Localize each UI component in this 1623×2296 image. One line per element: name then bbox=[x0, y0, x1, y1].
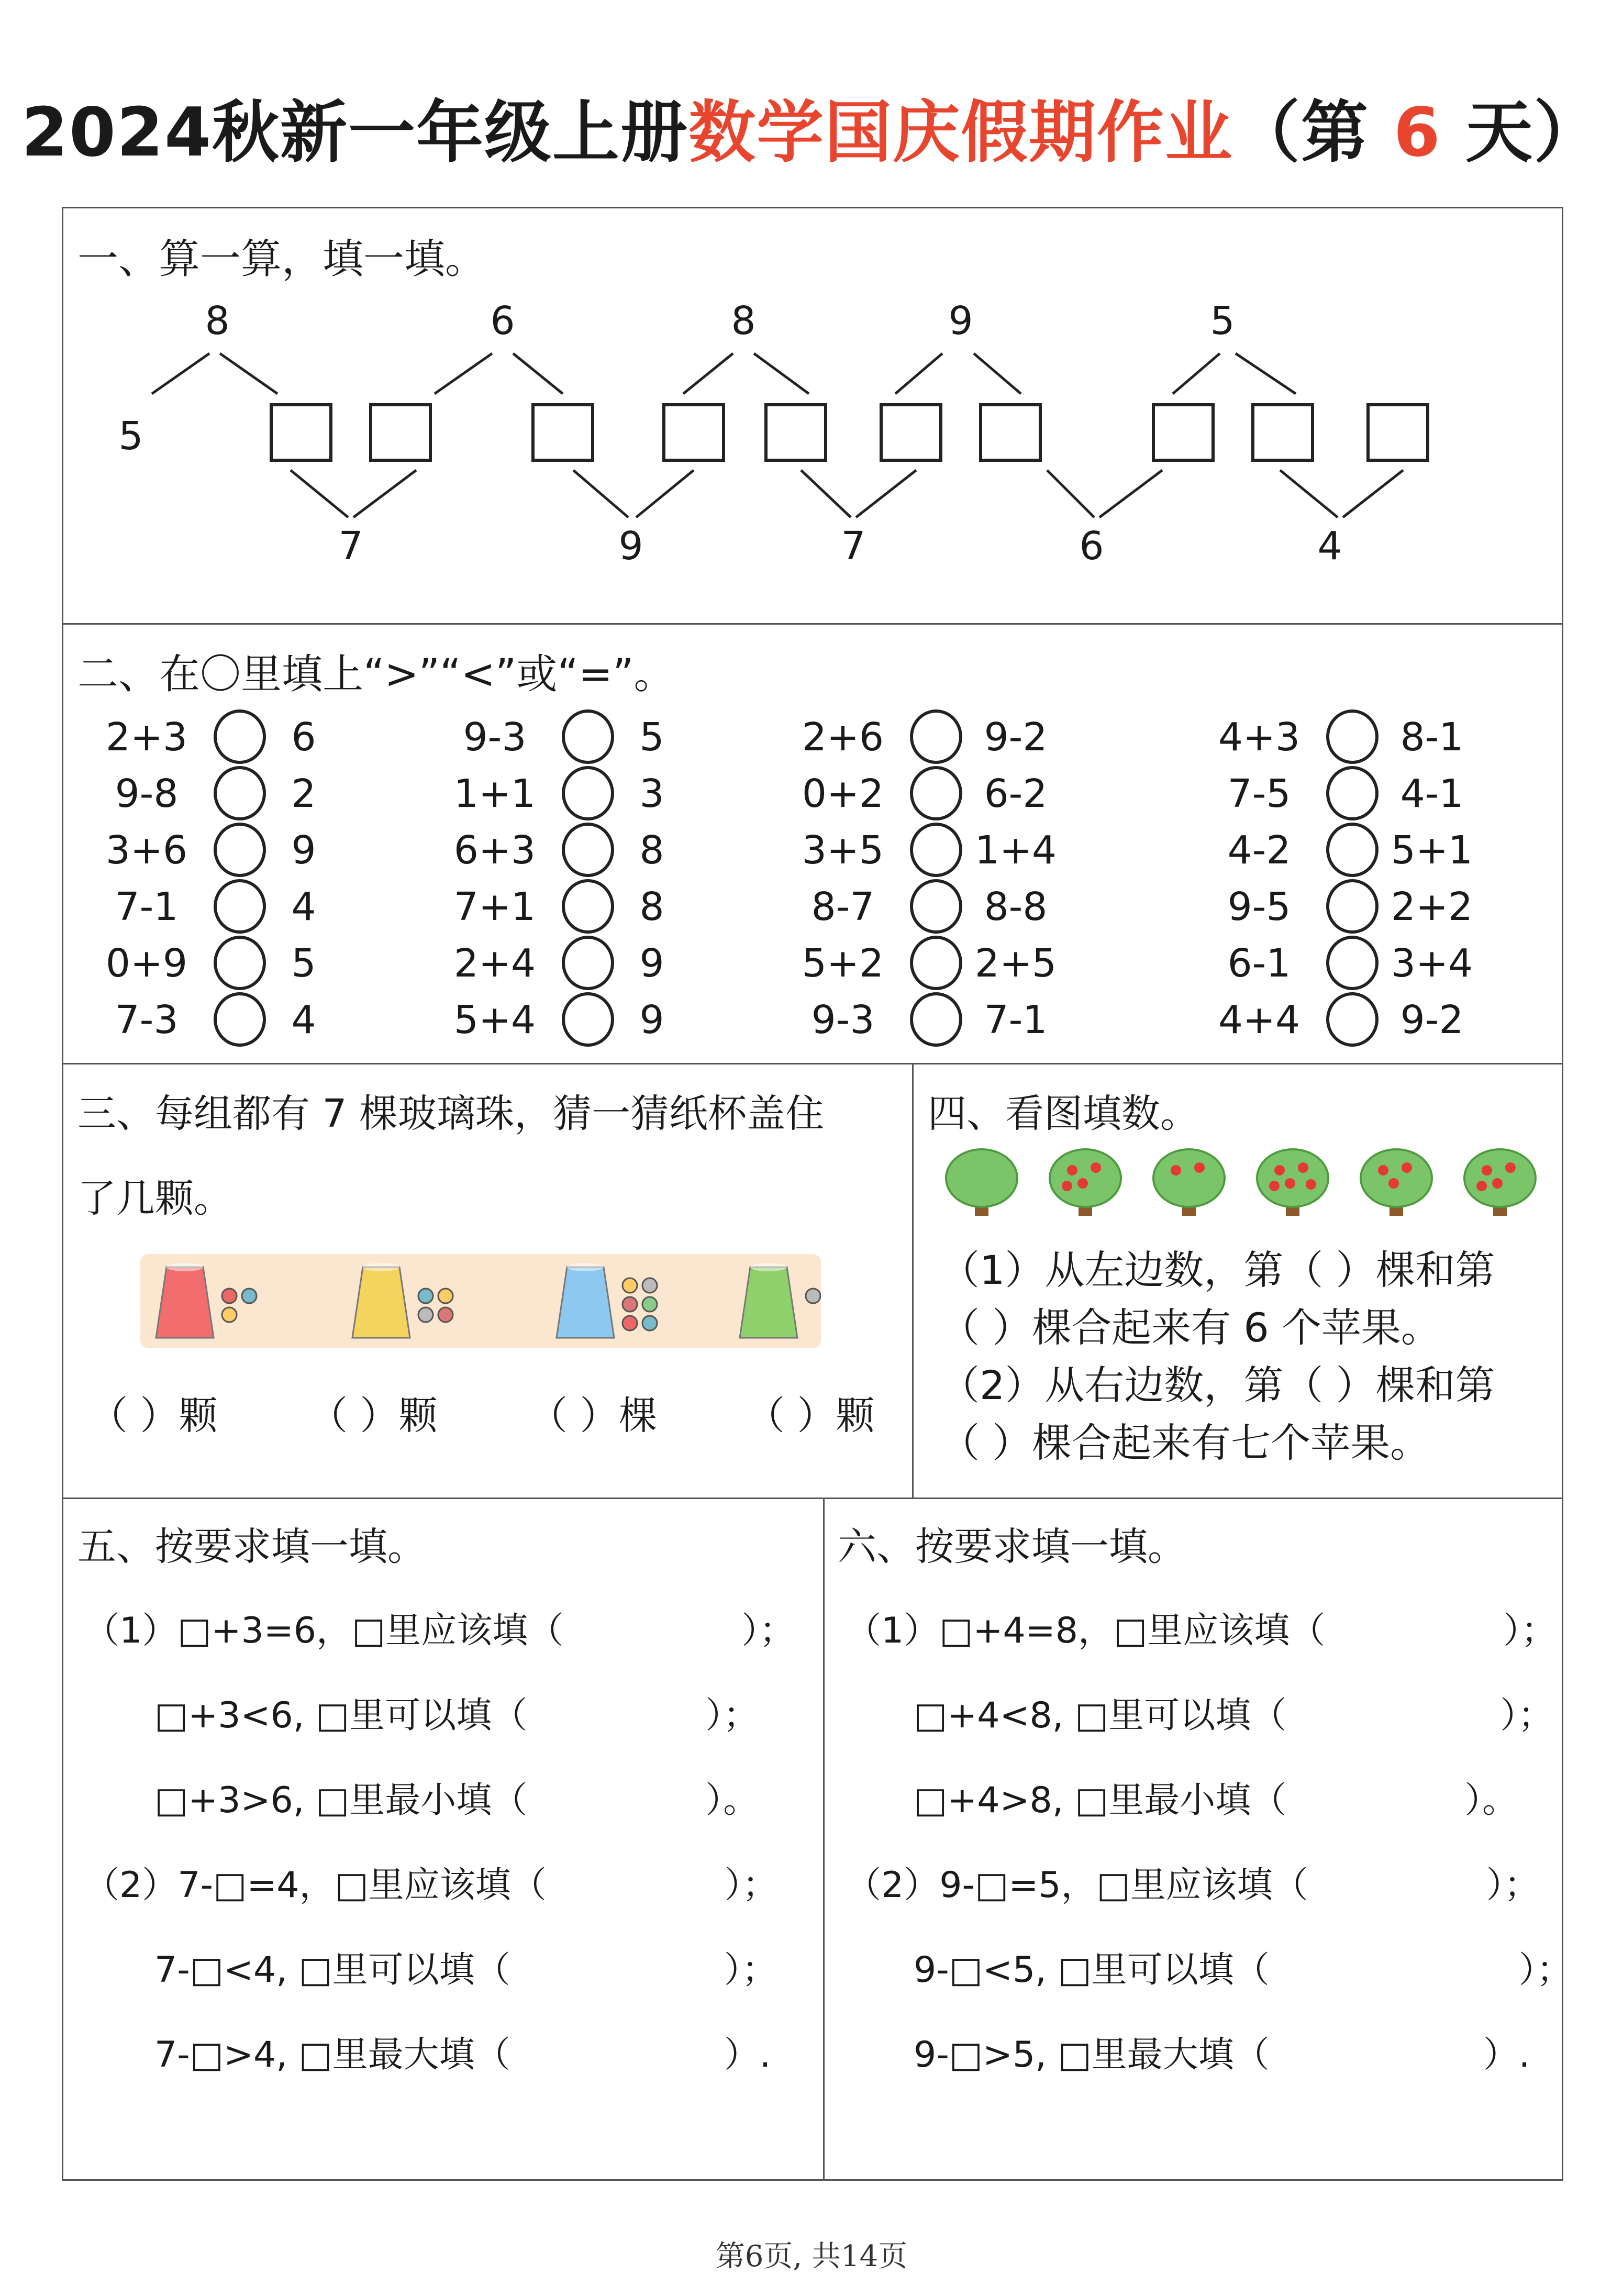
left-expression: 7-1 bbox=[115, 884, 179, 929]
section5-line: 7-□<4, □里可以填（ ）； bbox=[154, 1949, 777, 1991]
left-expression: 0+9 bbox=[105, 941, 188, 986]
section4-line: （1）从左边数，第（ ）棵和第 bbox=[940, 1247, 1495, 1293]
left-expression: 7+1 bbox=[453, 884, 536, 929]
apple-icon bbox=[1378, 1165, 1388, 1175]
compare-circle[interactable] bbox=[1326, 766, 1379, 820]
answer-box[interactable] bbox=[531, 403, 594, 462]
left-expression: 4-2 bbox=[1227, 828, 1291, 873]
apple-icon bbox=[1306, 1179, 1316, 1190]
compare-circle[interactable] bbox=[214, 766, 266, 820]
left-expression: 2+4 bbox=[453, 941, 536, 986]
left-expression: 6+3 bbox=[453, 828, 536, 873]
answer-blank[interactable]: （ ）颗 bbox=[309, 1393, 438, 1438]
compare-circle[interactable] bbox=[214, 879, 266, 934]
answer-blank[interactable]: （ ）颗 bbox=[746, 1393, 875, 1438]
section4-line: （ ）棵合起来有 6 个苹果。 bbox=[940, 1304, 1441, 1351]
right-expression: 2+5 bbox=[974, 941, 1057, 986]
comparison-row bbox=[791, 879, 1084, 936]
section6-line: （1）□+4=8，□里应该填（ ）； bbox=[846, 1610, 1557, 1651]
bead-icon bbox=[642, 1316, 657, 1330]
left-expression: 9-8 bbox=[115, 771, 179, 816]
divider-3 bbox=[62, 1498, 1563, 1499]
section5-line: □+3<6, □里可以填（ ）； bbox=[154, 1695, 759, 1736]
comparison-row bbox=[791, 936, 1084, 992]
decomposition-lines bbox=[0, 0, 1623, 623]
compare-circle[interactable] bbox=[910, 709, 962, 764]
section6-line: □+4>8, □里最小填（ ）。 bbox=[914, 1780, 1518, 1821]
bead-icon bbox=[622, 1297, 637, 1312]
comparison-row bbox=[442, 879, 736, 936]
compare-circle[interactable] bbox=[910, 823, 962, 877]
divider-v2 bbox=[823, 1498, 825, 2181]
apple-icon bbox=[1091, 1162, 1101, 1173]
right-expression: 9 bbox=[291, 828, 316, 873]
cups-illustration bbox=[140, 1254, 821, 1348]
right-expression: 6-2 bbox=[984, 771, 1048, 816]
section6-line: 9-□<5, □里可以填（ ）； bbox=[914, 1949, 1572, 1991]
section6-line: （2）9-□=5，□里应该填（ ）； bbox=[846, 1865, 1540, 1906]
comparison-row bbox=[1207, 766, 1500, 823]
section6-line: □+4<8, □里可以填（ ）； bbox=[914, 1695, 1554, 1736]
answer-blank[interactable]: （ ）颗 bbox=[89, 1393, 218, 1438]
comparison-row bbox=[1207, 992, 1500, 1049]
compare-circle[interactable] bbox=[1326, 823, 1379, 877]
title-black: 2024秋新一年级上册 bbox=[21, 94, 689, 172]
apple-icon bbox=[1194, 1162, 1205, 1173]
apple-tree-icon bbox=[1046, 1141, 1125, 1220]
compare-circle[interactable] bbox=[1326, 936, 1379, 990]
right-expression: 5 bbox=[639, 715, 664, 760]
answer-blank[interactable]: （ ）棵 bbox=[529, 1393, 658, 1438]
right-expression: 8 bbox=[639, 884, 664, 929]
comparison-row bbox=[791, 992, 1084, 1049]
bead-icon bbox=[438, 1307, 453, 1322]
comparison-row bbox=[94, 879, 387, 936]
bead-icon bbox=[222, 1307, 237, 1322]
compare-circle[interactable] bbox=[1326, 992, 1379, 1047]
divider-1 bbox=[62, 623, 1563, 625]
apple-icon bbox=[1067, 1165, 1077, 1175]
bead-icon bbox=[642, 1278, 657, 1293]
section4-line: （ ）棵合起来有七个苹果。 bbox=[940, 1419, 1430, 1466]
cup-icon bbox=[352, 1263, 453, 1338]
answer-box[interactable] bbox=[1152, 403, 1215, 462]
left-expression: 9-3 bbox=[811, 997, 875, 1042]
compare-circle[interactable] bbox=[562, 766, 614, 820]
compare-circle[interactable] bbox=[214, 936, 266, 990]
bead-icon bbox=[806, 1289, 820, 1303]
right-expression: 3 bbox=[639, 771, 664, 816]
left-expression: 5+2 bbox=[802, 941, 884, 986]
left-expression: 3+5 bbox=[802, 828, 884, 873]
answer-box[interactable] bbox=[369, 403, 432, 462]
bead-icon bbox=[418, 1307, 433, 1322]
cup-icon bbox=[557, 1263, 657, 1338]
compare-circle[interactable] bbox=[214, 992, 266, 1047]
title-red: 数学国庆假期作业 bbox=[688, 94, 1233, 172]
apple-icon bbox=[1402, 1162, 1412, 1173]
right-expression: 3+4 bbox=[1391, 941, 1473, 986]
comparison-row bbox=[442, 823, 736, 879]
comparison-row bbox=[791, 823, 1084, 879]
compare-circle[interactable] bbox=[1326, 709, 1379, 764]
left-expression: 7-5 bbox=[1227, 771, 1291, 816]
apple-icon bbox=[1476, 1181, 1487, 1191]
answer-box[interactable] bbox=[979, 403, 1042, 462]
right-expression: 8 bbox=[639, 828, 664, 873]
left-expression: 1+1 bbox=[453, 771, 536, 816]
compare-circle[interactable] bbox=[562, 823, 614, 877]
comparison-row bbox=[94, 992, 387, 1049]
bead-icon bbox=[622, 1316, 637, 1330]
right-expression: 7-1 bbox=[984, 997, 1048, 1042]
compare-circle[interactable] bbox=[1326, 879, 1379, 934]
bottom-number: 7 bbox=[841, 524, 866, 569]
compare-circle[interactable] bbox=[214, 709, 266, 764]
apple-tree-icon bbox=[1461, 1141, 1539, 1220]
top-number: 5 bbox=[1210, 298, 1235, 343]
section5-line: 7-□>4, □里最大填（ ）. bbox=[154, 2034, 771, 2076]
section5-title: 五、按要求填一填。 bbox=[77, 1524, 426, 1569]
cup-icon bbox=[740, 1263, 821, 1338]
top-number: 6 bbox=[490, 298, 515, 343]
title-paren-open: （第 bbox=[1233, 94, 1394, 172]
apple-icon bbox=[1077, 1178, 1088, 1189]
bottom-number: 6 bbox=[1079, 524, 1104, 569]
section4-line: （2）从右边数，第（ ）棵和第 bbox=[940, 1362, 1495, 1408]
apple-tree-icon bbox=[1357, 1141, 1436, 1220]
bead-icon bbox=[622, 1278, 637, 1293]
apple-icon bbox=[1492, 1178, 1503, 1189]
compare-circle[interactable] bbox=[562, 992, 614, 1047]
bottom-number: 4 bbox=[1317, 524, 1342, 569]
right-expression: 4-1 bbox=[1400, 771, 1464, 816]
answer-box[interactable] bbox=[1251, 403, 1314, 462]
comparison-row bbox=[791, 709, 1084, 766]
cup-icon bbox=[156, 1263, 257, 1338]
right-expression: 9 bbox=[639, 997, 664, 1042]
section5-line: □+3>6, □里最小填（ ）。 bbox=[154, 1780, 759, 1821]
right-expression: 5+1 bbox=[1391, 828, 1473, 873]
answer-box[interactable] bbox=[662, 403, 725, 462]
answer-box[interactable] bbox=[270, 403, 332, 462]
divider-2 bbox=[62, 1063, 1563, 1064]
comparison-row bbox=[1207, 709, 1500, 766]
bead-icon bbox=[222, 1289, 237, 1303]
left-number: 5 bbox=[118, 414, 143, 459]
comparison-row bbox=[94, 823, 387, 879]
section3-title-line1: 三、每组都有 7 棵玻璃珠，猜一猜纸杯盖住 bbox=[77, 1091, 825, 1136]
apple-tree-icon bbox=[1150, 1141, 1228, 1220]
right-expression: 9 bbox=[639, 941, 664, 986]
right-expression: 9-2 bbox=[1400, 997, 1464, 1042]
left-expression: 9-3 bbox=[463, 715, 527, 760]
left-expression: 4+3 bbox=[1218, 715, 1300, 760]
right-expression: 2 bbox=[291, 771, 316, 816]
right-expression: 8-8 bbox=[984, 884, 1048, 929]
section4-title: 四、看图填数。 bbox=[928, 1091, 1199, 1136]
right-expression: 4 bbox=[291, 997, 316, 1042]
compare-circle[interactable] bbox=[562, 936, 614, 990]
comparison-row bbox=[442, 992, 736, 1049]
compare-circle[interactable] bbox=[562, 879, 614, 934]
comparison-row bbox=[791, 766, 1084, 823]
left-expression: 2+3 bbox=[105, 715, 188, 760]
title-paren-close: 天） bbox=[1441, 94, 1602, 172]
right-expression: 2+2 bbox=[1391, 884, 1473, 929]
section1-title: 一、算一算，填一填。 bbox=[77, 236, 486, 283]
comparison-row bbox=[94, 936, 387, 992]
answer-box[interactable] bbox=[1366, 403, 1429, 462]
left-expression: 8-7 bbox=[811, 884, 875, 929]
section2-title: 二、在〇里填上“>”“<”或“=”。 bbox=[77, 651, 675, 698]
apple-icon bbox=[1482, 1165, 1492, 1175]
section5-line: （1）□+3=6，□里应该填（ ）； bbox=[84, 1610, 795, 1651]
left-expression: 5+4 bbox=[453, 997, 536, 1042]
compare-circle[interactable] bbox=[910, 766, 962, 820]
divider-v1 bbox=[912, 1063, 914, 1498]
apple-icon bbox=[1269, 1181, 1280, 1191]
compare-circle[interactable] bbox=[910, 992, 962, 1047]
section5-line: （2）7-□=4，□里应该填（ ）； bbox=[84, 1865, 778, 1906]
left-expression: 6-1 bbox=[1227, 941, 1291, 986]
bead-icon bbox=[242, 1289, 257, 1303]
left-expression: 0+2 bbox=[802, 771, 884, 816]
comparison-row bbox=[442, 936, 736, 992]
top-number: 8 bbox=[205, 298, 230, 343]
comparison-row bbox=[94, 709, 387, 766]
compare-circle[interactable] bbox=[910, 936, 962, 990]
right-expression: 4 bbox=[291, 884, 316, 929]
section6-title: 六、按要求填一填。 bbox=[838, 1524, 1186, 1569]
comparison-row bbox=[1207, 936, 1500, 992]
answer-box[interactable] bbox=[764, 403, 827, 462]
apple-icon bbox=[1388, 1178, 1399, 1189]
bead-icon bbox=[438, 1289, 453, 1303]
compare-circle[interactable] bbox=[214, 823, 266, 877]
apple-icon bbox=[1298, 1162, 1308, 1173]
title-day: 6 bbox=[1393, 94, 1441, 172]
left-expression: 4+4 bbox=[1218, 997, 1300, 1042]
compare-circle[interactable] bbox=[910, 879, 962, 934]
comparison-row bbox=[442, 709, 736, 766]
apple-icon bbox=[1171, 1165, 1181, 1175]
page-footer: 第6页, 共14页 bbox=[715, 2239, 908, 2273]
bead-icon bbox=[418, 1289, 433, 1303]
apple-tree-icon bbox=[942, 1141, 1021, 1220]
left-expression: 3+6 bbox=[105, 828, 188, 873]
comparison-row bbox=[1207, 879, 1500, 936]
comparison-row bbox=[94, 766, 387, 823]
comparison-row bbox=[442, 766, 736, 823]
bead-icon bbox=[642, 1297, 657, 1312]
right-expression: 6 bbox=[291, 715, 316, 760]
right-expression: 8-1 bbox=[1400, 715, 1464, 760]
comparison-row bbox=[1207, 823, 1500, 879]
apple-icon bbox=[1505, 1162, 1516, 1173]
left-expression: 2+6 bbox=[802, 715, 884, 760]
right-expression: 1+4 bbox=[974, 828, 1057, 873]
apple-icon bbox=[1274, 1165, 1285, 1175]
left-expression: 7-3 bbox=[115, 997, 179, 1042]
bottom-number: 7 bbox=[338, 524, 363, 569]
section3-title-line2: 了几颗。 bbox=[77, 1176, 232, 1221]
apple-icon bbox=[1062, 1181, 1072, 1191]
left-expression: 9-5 bbox=[1227, 884, 1291, 929]
apple-tree-icon bbox=[1253, 1141, 1332, 1220]
apple-icon bbox=[1285, 1178, 1295, 1189]
right-expression: 9-2 bbox=[984, 715, 1048, 760]
bottom-number: 9 bbox=[618, 524, 643, 569]
right-expression: 5 bbox=[291, 941, 316, 986]
compare-circle[interactable] bbox=[562, 709, 614, 764]
section6-line: 9-□>5, □里最大填（ ）. bbox=[914, 2034, 1530, 2076]
top-number: 9 bbox=[948, 298, 973, 343]
top-number: 8 bbox=[731, 298, 756, 343]
answer-box[interactable] bbox=[880, 403, 942, 462]
